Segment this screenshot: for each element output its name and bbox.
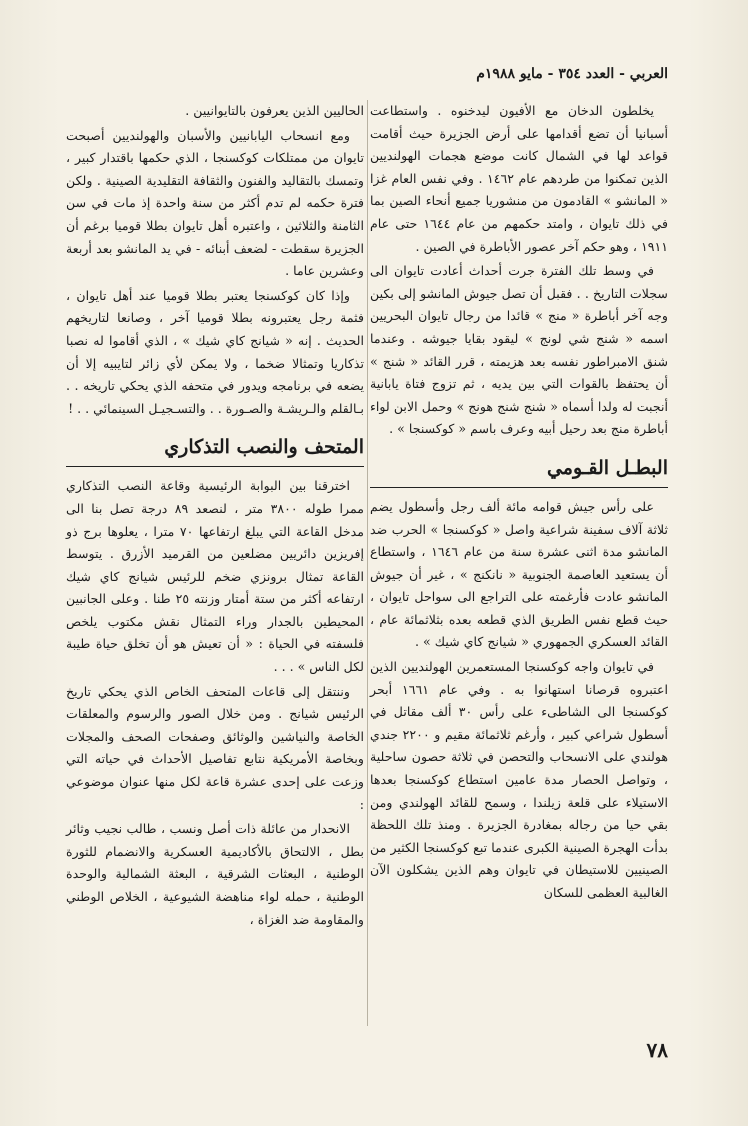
section-title-museum-memorial: المتحف والنصب التذكاري xyxy=(66,426,364,467)
right-column xyxy=(370,100,668,907)
paragraph: يخلطون الدخان مع الأفيون ليدخنوه . واستطاعت أسبانيا أن تضع أقدامها على أرض الجزيرة حيث أقامت قواعد لها في الشمال كانت موضع هجمات الهولنديين الذين تمكنوا من طردهم عام ١٤٦٢ . وفي نفس العام غزا « المانشو » القادمون من منشوريا جميع أنحاء الصين بما في ذلك تايوان ، وامتد حكمهم من عام ١٦٤٤ حتى عام ١٩١١ ، وهو حكم آخر عصور الأباطرة في الصين . xyxy=(370,103,668,254)
column-divider xyxy=(367,100,368,1026)
paragraph: اخترقنا بين البوابة الرئيسية وقاعة النصب التذكاري ممرا طوله ٣٨٠٠ متر ، لنصعد ٨٩ درجة تصل بنا الى مدخل القاعة التي يبلغ ارتفاعها ٧٠ مترا ، يعلوها برج ذو إفريزين دائريين مضلعين من القرميد الأزرق . يتوسط القاعة تمثال برونزي ضخم للرئيس شيانج كاي شيك ارتفاعه أكثر من ستة أمتار وزنته ٢٥ طنا . وعلى الجانبين المحيطين بالجدار وراء التمثال نقش مكتوب يلخص فلسفته في الحياة : « أن تعيش هو أن تخلق حياة طيبة لكل الناس » . . . xyxy=(66,478,364,675)
paragraph: في وسط تلك الفترة جرت أحداث أعادت تايوان الى سجلات التاريخ . . فقبل أن تصل جيوش المانشو إلى بكين وجه آخر أباطرة « منج » قائدا من رجال تايوان البحريين اسمه « شنج شي لونج » ليقود بقايا جيوشه . وعندما شنق الامبراطور نفسه بعد هزيمته ، قرر القائد « شنج » أن يحتفظ بالقوات التي بين يديه ، ثم تزوج فتاة يابانية أنجبت له ولدا أسماه « شنج شنج هونج » وحمل الابن لواء أباطرة منج بعد رحيل أبيه وعرف باسم « كوكسنجا » . xyxy=(370,263,668,437)
section-title-national-hero: البطـل القـومي xyxy=(370,447,668,488)
page-number: ٧٨ xyxy=(646,1038,668,1062)
paragraph: الحاليين الذين يعرفون بالتايوانيين . xyxy=(185,103,364,118)
paragraph: الانحدار من عائلة ذات أصل ونسب ، طالب نجيب وثائر بطل ، الالتحاق بالأكاديمية العسكرية والانضمام للثورة الوطنية ، البعثات الشرقية ، البعثة الشمالية والوحدة الوطنية ، حمله لواء مناهضة الشيوعية ، الخلاص الوطني والمقاومة ضد الغزاة ، xyxy=(66,821,364,927)
left-column xyxy=(66,100,364,933)
paragraph: على رأس جيش قوامه مائة ألف رجل وأسطول يضم ثلاثة آلاف سفينة شراعية واصل « كوكسنجا » الحرب ضد المانشو مدة اثنى عشرة سنة من عام ١٦٤٦ ، واستطاع أن يستعيد العاصمة الجنوبية « نانكنج » ، غير أن جيوش المانشو عادت فأرغمته على التراجع الى سواحل تايوان ، حيث قطع نفس الطريق الذي قطعه بعده بثلاثمائة عام ، القائد العسكري الجمهوري « شيانج كاي شيك » . xyxy=(370,498,668,650)
running-head: العربي - العدد ٣٥٤ - مايو ١٩٨٨م xyxy=(476,66,668,82)
paragraph: وإذا كان كوكسنجا يعتبر بطلا قوميا عند أهل تايوان ، فثمة رجل يعتبرونه بطلا قوميا آخر ، وصانعا لتاريخهم الحديث . إنه « شيانج كاي شيك » ، الذي أقاموا له نصبا تذكاريا وتمثالا ضخما ، ولا يمكن لأي زائر لتايبيه إلا أن يضعه في برنامجه ويدور في متحفه الذي يحكي تاريخه . . بـالقلم والـريشـة والصـورة . . والتسـجيـل السينمائي . . ! xyxy=(66,287,364,416)
paragraph: في تايوان واجه كوكسنجا المستعمرين الهولنديين الذين اعتبروه قرصانا استهانوا به . وفي عام ١٦٦١ أبحر كوكسنجا الى الشاطىء على رأس ٣٠ ألف مقاتل في أسطول شراعي كبير ، وأرغم ثلاثمائة مقيم و ٢٢٠٠ جندي هولندي على الانسحاب والتحصن في ثلاثة حصون ساحلية ، وتواصل الحصار مدة عامين استطاع كوكسنجا بعدها الاستيلاء على قلعة زيلندا ، وسمح للقائد الهولندي ومن بقي حيا من رجاله بمغادرة الجزيرة . ومنذ تلك اللحظة بدأت الهجرة الصينية الكبرى عندما تبع كوكسنجا الكثير من الصينيين للاستيطان في تايوان وهم الذين يشكلون الآن الغالبية العظمى للسكان xyxy=(370,659,669,900)
paragraph: وننتقل إلى قاعات المتحف الخاص الذي يحكي تاريخ الرئيس شيانج . ومن خلال الصور والرسوم والمعلقات الخاصة والنياشين والوثائق وصفحات الصحف والمجلات وبخاصة الأمريكية نتابع تفاصيل الأحداث في حياته التي وزعت على إحدى عشرة قاعة لكل منها عنوان موضوعي : xyxy=(66,683,364,812)
paragraph: ومع انسحاب اليابانيين والأسبان والهولنديين أصبحت تايوان من ممتلكات كوكسنجا ، الذي حكمها باقتدار كبير ، وتمسك بالتقاليد والفنون والثقافة التقليدية الصينية . ولكن فترة حكمه لم تدم أكثر من سنة واحدة إذ مات في سن الثامنة والثلاثين ، واعتبره أهل تايوان بطلا قوميا برغم أن الجزيرة سقطت - لضعف أبنائه - في يد المانشو بعد أربعة وعشرين عاما . xyxy=(66,127,364,279)
